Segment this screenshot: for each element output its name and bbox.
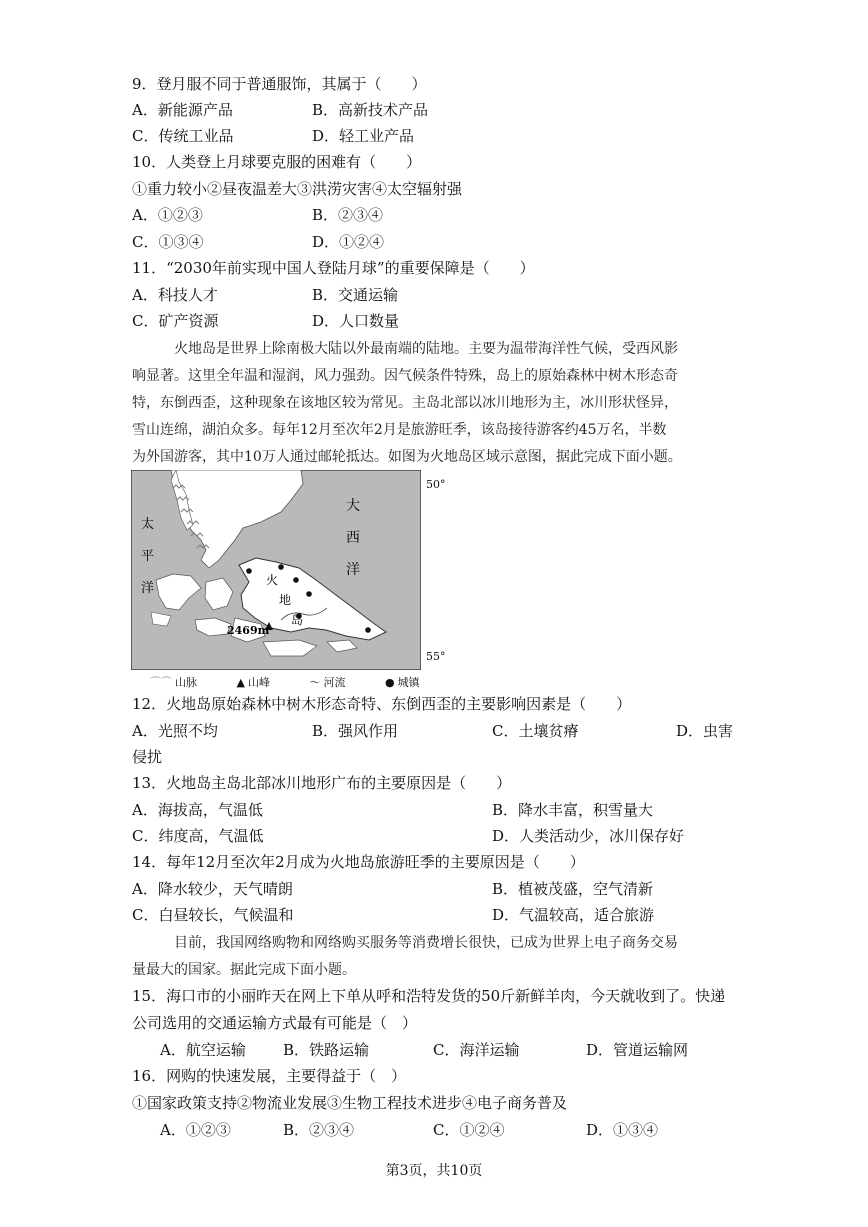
- q9-option-d: D．轻工业产品: [312, 127, 415, 145]
- legend-town: [385, 676, 438, 689]
- q14-option-d: D．气温较高，适合旅游: [492, 906, 655, 924]
- legend-mountain-label: 山脉: [175, 676, 197, 689]
- q10-option-d: D．①②④: [312, 233, 385, 251]
- q13-option-c: C．纬度高，气温低: [132, 827, 264, 845]
- q15-option-d: D．管道运输网: [586, 1041, 689, 1059]
- map-atlantic-char: 洋: [346, 562, 360, 578]
- passage-ecommerce: [132, 930, 732, 984]
- q15-stem-cont: 公司选用的交通运输方式最有可能是（ ）: [132, 1014, 418, 1032]
- passage-fuego-line: 响显著。这里全年温和湿润，风力强劲。因气候条件特殊，岛上的原始森林中树木形态奇: [132, 368, 678, 384]
- legend-town-label: 城镇: [397, 676, 420, 689]
- q15-option-a: A．航空运输: [160, 1041, 246, 1059]
- q13-option-d: D．人类活动少，冰川保存好: [492, 827, 685, 845]
- town-icon: ●: [384, 676, 395, 689]
- passage-ecommerce-line: 量最大的国家。据此完成下面小题。: [132, 962, 356, 978]
- q12-option-c: C．土壤贫瘠: [492, 722, 579, 740]
- q14-option-a: A．降水较少，天气晴朗: [132, 880, 293, 898]
- latitude-label-bottom: 55°: [426, 650, 446, 663]
- legend-river: [309, 676, 363, 689]
- map-island-char: 火: [266, 573, 279, 587]
- q11-option-d: D．人口数量: [312, 312, 400, 330]
- legend-river-label: 河流: [323, 676, 346, 689]
- q13-stem: 13．火地岛主岛北部冰川地形广布的主要原因是（ ）: [132, 774, 512, 792]
- q12-stem: 12．火地岛原始森林中树木形态奇特、东倒西歪的主要影响因素是（ ）: [132, 695, 632, 713]
- q10-option-b: B．②③④: [312, 206, 384, 224]
- q16-items: ①国家政策支持②物流业发展③生物工程技术进步④电子商务普及: [132, 1094, 568, 1112]
- map-town-dot: [293, 577, 299, 583]
- map-town-dot: [278, 564, 284, 570]
- q13-option-a: A．海拔高，气温低: [132, 801, 263, 819]
- map-island-char: 岛: [291, 613, 304, 627]
- q12-option-a: A．光照不均: [132, 722, 218, 740]
- q9-option-a: A．新能源产品: [132, 101, 233, 119]
- passage-ecommerce-line: 目前，我国网络购物和网络购买服务等消费增长很快，已成为世界上电子商务交易: [174, 935, 678, 951]
- map-atlantic-char: 西: [346, 530, 360, 546]
- map-legend: [150, 674, 456, 690]
- q10-option-c: C．①③④: [132, 233, 204, 251]
- q11-option-a: A．科技人才: [132, 286, 218, 304]
- legend-mountain: [150, 676, 215, 689]
- river-icon: 〜: [309, 676, 321, 689]
- q16-option-b: B．②③④: [283, 1121, 355, 1139]
- q10-option-a: A．①②③: [132, 206, 203, 224]
- q9-stem: 9．登月服不同于普通服饰，其属于（ ）: [132, 75, 427, 93]
- q10-stem: 10．人类登上月球要克服的困难有（ ）: [132, 153, 422, 171]
- q9-option-b: B．高新技术产品: [312, 101, 429, 119]
- passage-fuego-line: 为外国游客，其中10万人通过邮轮抵达。如图为火地岛区域示意图，据此完成下面小题。: [132, 449, 682, 465]
- q16-stem: 16．网购的快速发展，主要得益于（ ）: [132, 1067, 407, 1085]
- passage-fuego-line: 特，东倒西歪，这种现象在该地区较为常见。主岛北部以冰川地形为主，冰川形状怪异，: [132, 395, 678, 411]
- mountain-range-icon: ⌒⌒: [150, 676, 172, 689]
- map-town-dot: [306, 591, 312, 597]
- passage-fuego-line: 火地岛是世界上除南极大陆以外最南端的陆地。主要为温带海洋性气候，受西风影: [174, 341, 678, 357]
- q14-option-c: C．白昼较长，气候温和: [132, 906, 294, 924]
- q11-option-c: C．矿产资源: [132, 312, 219, 330]
- q16-option-d: D．①③④: [586, 1121, 659, 1139]
- q16-option-a: A．①②③: [160, 1121, 231, 1139]
- q14-stem: 14．每年12月至次年2月成为火地岛旅游旺季的主要原因是（ ）: [132, 853, 585, 871]
- map-pacific-char: 洋: [141, 581, 155, 596]
- page-footer: 第3页，共10页: [385, 1163, 483, 1179]
- map-atlantic-char: 大: [346, 498, 360, 514]
- q16-option-c: C．①②④: [433, 1121, 505, 1139]
- q11-stem: 11．“2030年前实现中国人登陆月球”的重要保障是（ ）: [132, 259, 535, 277]
- q9-option-c: C．传统工业品: [132, 127, 234, 145]
- map-pacific-char: 平: [141, 549, 155, 564]
- peak-icon: ▲: [236, 676, 245, 689]
- map-island-char: 地: [279, 593, 292, 607]
- q12-option-d: D．虫害: [676, 722, 734, 740]
- q12-option-b: B．强风作用: [312, 722, 399, 740]
- map-peak-label: 2469m: [227, 624, 270, 637]
- q11-option-b: B．交通运输: [312, 286, 399, 304]
- q10-items: ①重力较小②昼夜温差大③洪涝灾害④太空辐射强: [132, 180, 463, 198]
- tierra-del-fuego-map: [131, 470, 421, 670]
- q13-option-b: B．降水丰富，积雪量大: [492, 801, 654, 819]
- legend-peak: [237, 676, 288, 689]
- legend-peak-label: 山峰: [247, 676, 270, 689]
- q15-stem: 15．海口市的小丽昨天在网上下单从呼和浩特发货的50斤新鲜羊肉，今天就收到了。快递: [132, 987, 726, 1005]
- q15-option-c: C．海洋运输: [433, 1041, 520, 1059]
- latitude-label-top: 50°: [426, 478, 446, 491]
- map-town-dot: [246, 568, 252, 574]
- map-pacific-char: 太: [141, 517, 155, 532]
- passage-fuego-line: 雪山连绵，湖泊众多。每年12月至次年2月是旅游旺季，该岛接待游客约45万名，半数: [132, 422, 667, 438]
- q12-option-d-cont: 侵扰: [132, 748, 163, 766]
- q14-option-b: B．植被茂盛，空气清新: [492, 880, 654, 898]
- map-town-dot: [365, 627, 371, 633]
- passage-fuego: [132, 336, 732, 471]
- q15-option-b: B．铁路运输: [283, 1041, 370, 1059]
